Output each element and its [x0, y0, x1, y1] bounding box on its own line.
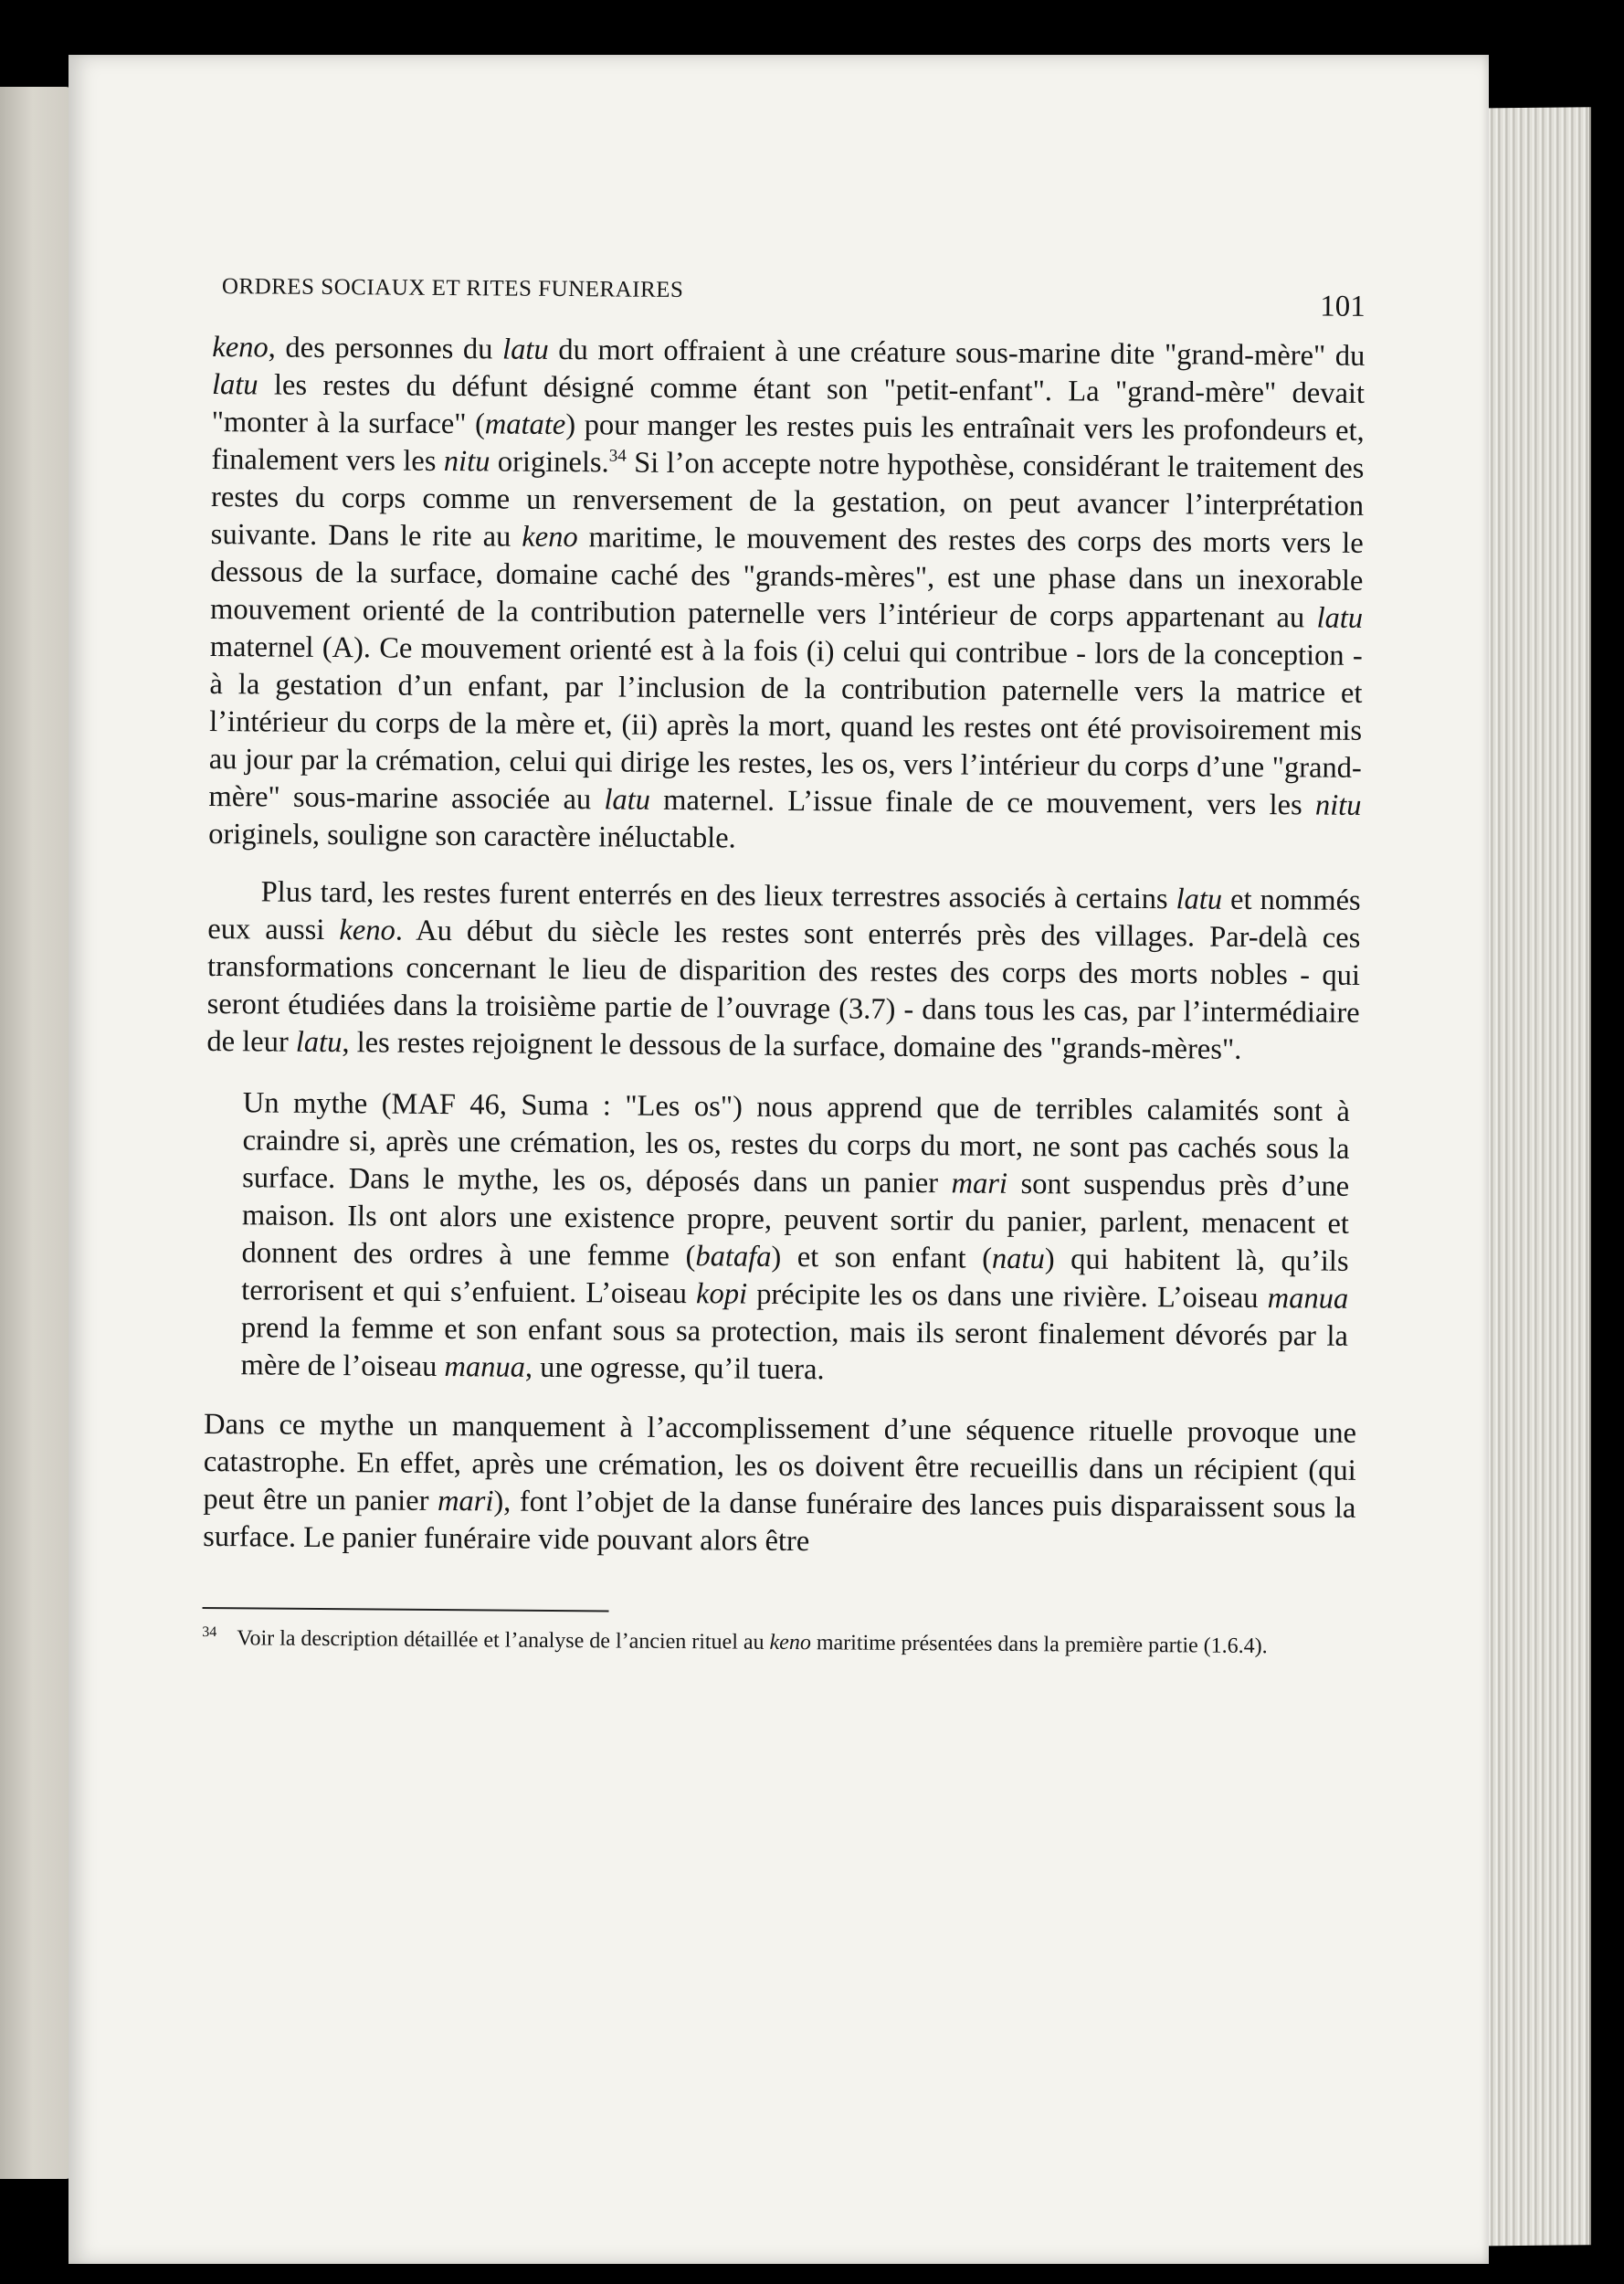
paragraph-4: Dans ce mythe un manquement à l’accomplissement d’une séquence rituelle provoque une catastrophe. En effet, après une crémation, les os doivent être recueillis dans un récipient (qui peut être un panier mari), font l’objet de la danse funéraire des lances puis disparaissent sous la surface. Le panier funéraire vide pouvant alors être: [203, 1407, 1357, 1559]
footnote-34: 34 Voir la description détaillée et l’analyse de l’ancien rituel au keno maritime présentées dans la première partie (1.6.4).: [202, 1623, 1268, 1659]
footnote-number: 34: [202, 1623, 217, 1641]
book-page: [69, 55, 1489, 2264]
facing-page-edge: [0, 87, 73, 2179]
myth-summary-paragraph: Un mythe (MAF 46, Suma : "Les os") nous apprend que de terribles calamités sont à craindre si, après une crémation, les os, restes du corps du mort, ne sont pas cachés sous la surface. Dans le mythe, les os, déposés dans un panier mari sont suspendus près d’une maison. Ils ont alors une existence propre, peuvent sortir du panier, parlent, menacent et donnent des ordres à une femme (batafa) et son enfant (natu) qui habitent là, qu’ils terrorisent et qui s’enfuient. L’oiseau kopi précipite les os dans une rivière. L’oiseau manua prend la femme et son enfant sous sa protection, mais ils seront finalement dévorés par la mère de l’oiseau manua, une ogresse, qu’il tuera.: [240, 1086, 1350, 1387]
page-text-block: [202, 274, 1366, 1684]
footnote-reference: 34: [608, 446, 627, 466]
footnote-divider: [203, 1607, 609, 1612]
running-head: ORDRES SOCIAUX ET RITES FUNERAIRES: [221, 274, 684, 303]
page-number: 101: [1320, 290, 1366, 323]
paragraph-1: keno, des personnes du latu du mort offraient à une créature sous-marine dite "grand-mère" du latu les restes du défunt désigné comme étant son "petit-enfant". La "grand-mère" devait "monter à la surface" (matate) pour manger les restes puis les entraînait vers les profondeurs et, finalement vers les nitu originels.$^{34}$ Si l’on accepte notre hypothèse, considérant le traitement des restes du corps comme un renversement de la gestation, on peut avancer l’interprétation suivante. Dans le rite au keno maritime, le mouvement des restes des corps des morts vers le dessous de la surface, domaine caché des "grands-mères", est une phase dans un inexorable mouvement orienté de la contribution paternelle vers l’intérieur de corps appartenant au latu maternel (A). Ce mouvement orienté est à la fois (i) celui qui contribue - lors de la conception - à la gestation d’un enfant, par l’inclusion de la contribution paternelle vers la matrice et l’intérieur du corps de la mère et, (ii) après la mort, quand les restes ont été provisoirement mis au jour par la crémation, celui qui dirige les restes, les os, vers l’intérieur du corps d’une "grand-mère" sous-marine associée au latu maternel. L’issue finale de ce mouvement, vers les nitu originels, souligne son caractère inéluctable.: [208, 330, 1366, 855]
page-header: [213, 274, 1366, 338]
paragraph-2: Plus tard, les restes furent enterrés en des lieux terrestres associés à certains latu et nommés eux aussi keno. Au début du siècle les restes sont enterrés près des villages. Par-delà ces transformations concernant le lieu de disparition des restes des corps des morts nobles - qui seront étudiées dans la troisième partie de l’ouvrage (3.7) - dans tous les cas, par l’intermédiaire de leur latu, les restes rejoignent le dessous de la surface, domaine des "grands-mères".: [206, 875, 1361, 1066]
